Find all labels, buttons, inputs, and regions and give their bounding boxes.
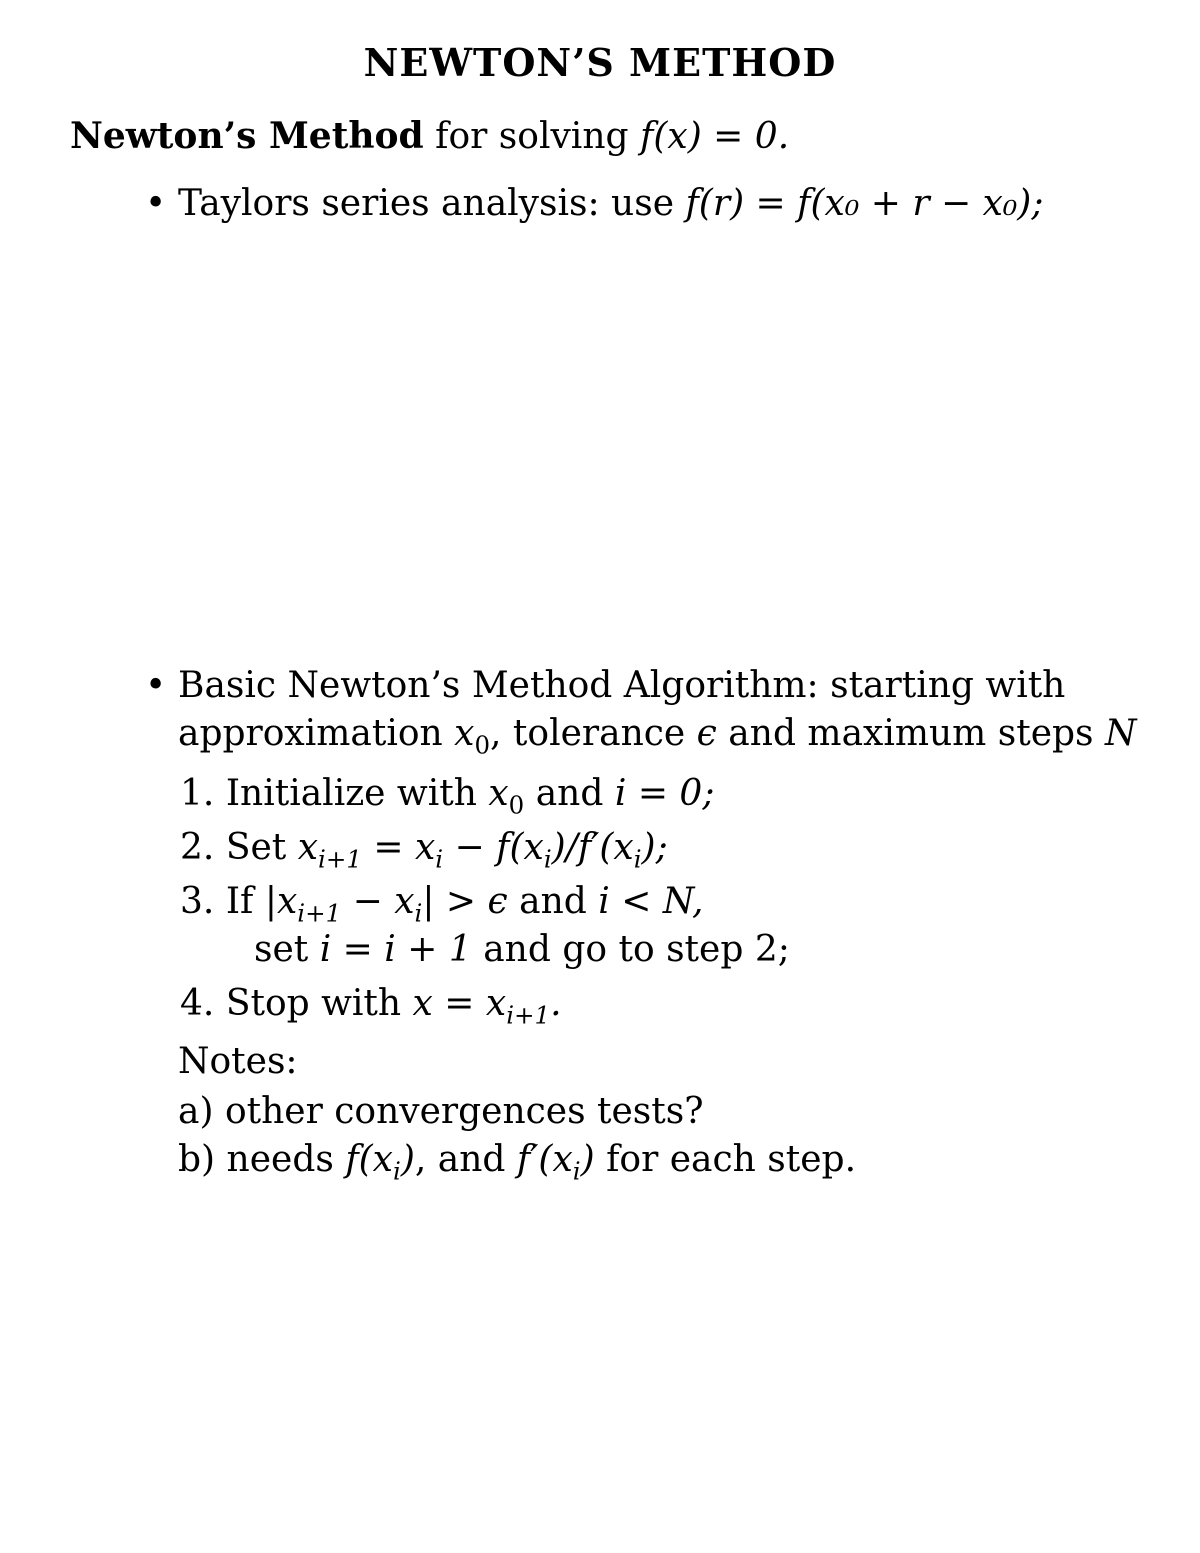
step-2: [180, 827, 668, 874]
bullet-icon: •: [145, 183, 167, 224]
bullet-algorithm-line1: Basic Newton’s Method Algorithm: starting with: [178, 665, 1066, 706]
note-text: for each step.: [606, 1139, 857, 1180]
text-approximation: approximation: [178, 713, 443, 754]
step-number: 4.: [180, 983, 215, 1024]
bullet-taylor-equation: f(r) = f(x₀ + r − x₀);: [685, 183, 1044, 224]
note-a: a) other convergences tests?: [178, 1091, 704, 1132]
step-text: and: [535, 773, 604, 814]
step-text: set: [254, 929, 309, 970]
note-text: b) needs: [178, 1139, 334, 1180]
note-b: [178, 1139, 857, 1186]
intro-rest: for solving: [435, 116, 629, 157]
step-equation: i = i + 1: [319, 929, 472, 970]
math-sub: 0: [508, 790, 525, 820]
bullet-taylor-text: Taylors series analysis: use: [178, 183, 675, 224]
note-equation: $f'(x_i)$: [516, 1139, 595, 1186]
step-text: Stop with: [225, 983, 402, 1024]
intro-bold: Newton’s Method: [70, 115, 424, 157]
step-3: [180, 881, 704, 928]
step-text: Initialize with: [225, 773, 477, 814]
step-equation: i < N,: [598, 881, 704, 922]
step-text: and: [519, 881, 587, 922]
intro-line: [70, 115, 790, 157]
bullet-icon: •: [145, 665, 167, 706]
step-number: 2.: [180, 827, 215, 868]
bullet-algorithm-line2: [178, 713, 1137, 760]
math-N: N: [1104, 713, 1137, 754]
note-equation: $f(x_i)$: [345, 1139, 415, 1186]
math-epsilon: ϵ: [696, 713, 717, 754]
math-x: x: [488, 773, 509, 814]
math-x: x: [454, 713, 475, 754]
step-4: [180, 983, 562, 1030]
notes-heading: Notes:: [178, 1041, 298, 1082]
text-tolerance: , tolerance: [490, 713, 686, 754]
step-number: 1.: [180, 773, 215, 814]
step-text: and go to step 2;: [483, 929, 790, 970]
step-equation: $x_{i+1} = x_i - f(x_i)/f'(x_i)$;: [297, 827, 668, 874]
intro-equation: f(x) = 0.: [640, 116, 790, 157]
step-text: If: [225, 881, 254, 922]
page-title: NEWTON’S METHOD: [363, 40, 837, 85]
bullet-taylor: [178, 183, 1044, 224]
step-text: Set: [225, 827, 287, 868]
text-max-steps: and maximum steps: [728, 713, 1094, 754]
step-equation: $x = x_{i+1}$.: [412, 983, 562, 1030]
step-number: 3.: [180, 881, 215, 922]
step-1: [180, 773, 715, 820]
step-equation: $|x_{i+1} - x_i| > \epsilon$: [264, 881, 508, 928]
note-text: , and: [414, 1139, 506, 1180]
step-equation: i = 0;: [614, 773, 715, 814]
math-sub: 0: [474, 730, 491, 760]
step-3-continuation: [254, 929, 790, 970]
